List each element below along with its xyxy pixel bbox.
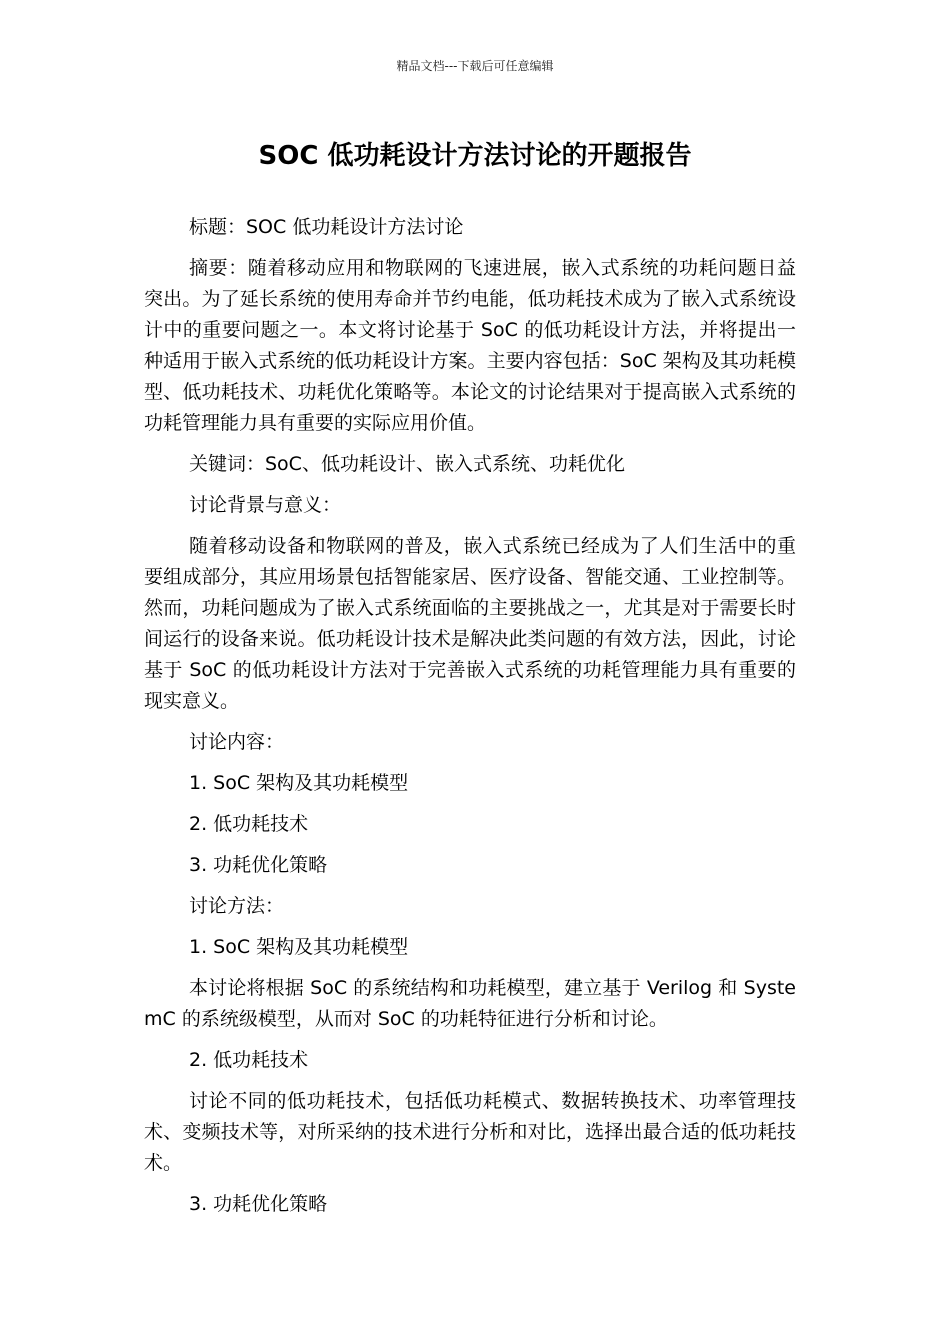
method-item-1: 1. SoC 架构及其功耗模型	[189, 936, 409, 958]
content-item-3: 3. 功耗优化策略	[189, 854, 328, 876]
content-item-2: 2. 低功耗技术	[189, 813, 309, 835]
section-heading-method: 讨论方法：	[189, 895, 285, 917]
abstract-paragraph: 摘要：随着移动应用和物联网的飞速进展，嵌入式系统的功耗问题日益突出。为了延长系统的使用寿命并节约电能，低功耗技术成为了嵌入式系统设计中的重要问题之一。本文将讨论基于 SoC 的低功耗设计方法，并将提出一种适用于嵌入式系统的低功耗设计方案。主要内容包括：SoC 架构及其功耗模型、低功耗技术、功耗优化策略等。本论文的讨论结果对于提高嵌入式系统的功耗管理能力具有重要的实际应用价值。	[144, 257, 796, 434]
page-watermark: 精品文档---下载后可任意编辑	[396, 59, 554, 73]
title-line: 标题：SOC 低功耗设计方法讨论	[189, 216, 464, 238]
section-heading-content: 讨论内容：	[189, 731, 285, 753]
method-item-3: 3. 功耗优化策略	[189, 1193, 328, 1215]
document-body	[144, 212, 796, 1230]
method-paragraph-1: 本讨论将根据 SoC 的系统结构和功耗模型，建立基于 Verilog 和 SystemC 的系统级模型，从而对 SoC 的功耗特征进行分析和讨论。	[144, 977, 796, 1030]
method-paragraph-2: 讨论不同的低功耗技术，包括低功耗模式、数据转换技术、功率管理技术、变频技术等，对所采纳的技术进行分析和对比，选择出最合适的低功耗技术。	[144, 1090, 796, 1174]
background-paragraph: 随着移动设备和物联网的普及，嵌入式系统已经成为了人们生活中的重要组成部分，其应用场景包括智能家居、医疗设备、智能交通、工业控制等。然而，功耗问题成为了嵌入式系统面临的主要挑战之一，尤其是对于需要长时间运行的设备来说。低功耗设计技术是解决此类问题的有效方法，因此，讨论基于 SoC 的低功耗设计方法对于完善嵌入式系统的功耗管理能力具有重要的现实意义。	[144, 535, 796, 712]
method-item-2: 2. 低功耗技术	[189, 1049, 309, 1071]
document-title: SOC 低功耗设计方法讨论的开题报告	[258, 141, 692, 171]
section-heading-background: 讨论背景与意义：	[189, 494, 342, 516]
content-item-1: 1. SoC 架构及其功耗模型	[189, 772, 409, 794]
keywords-line: 关键词：SoC、低功耗设计、嵌入式系统、功耗优化	[189, 453, 625, 475]
